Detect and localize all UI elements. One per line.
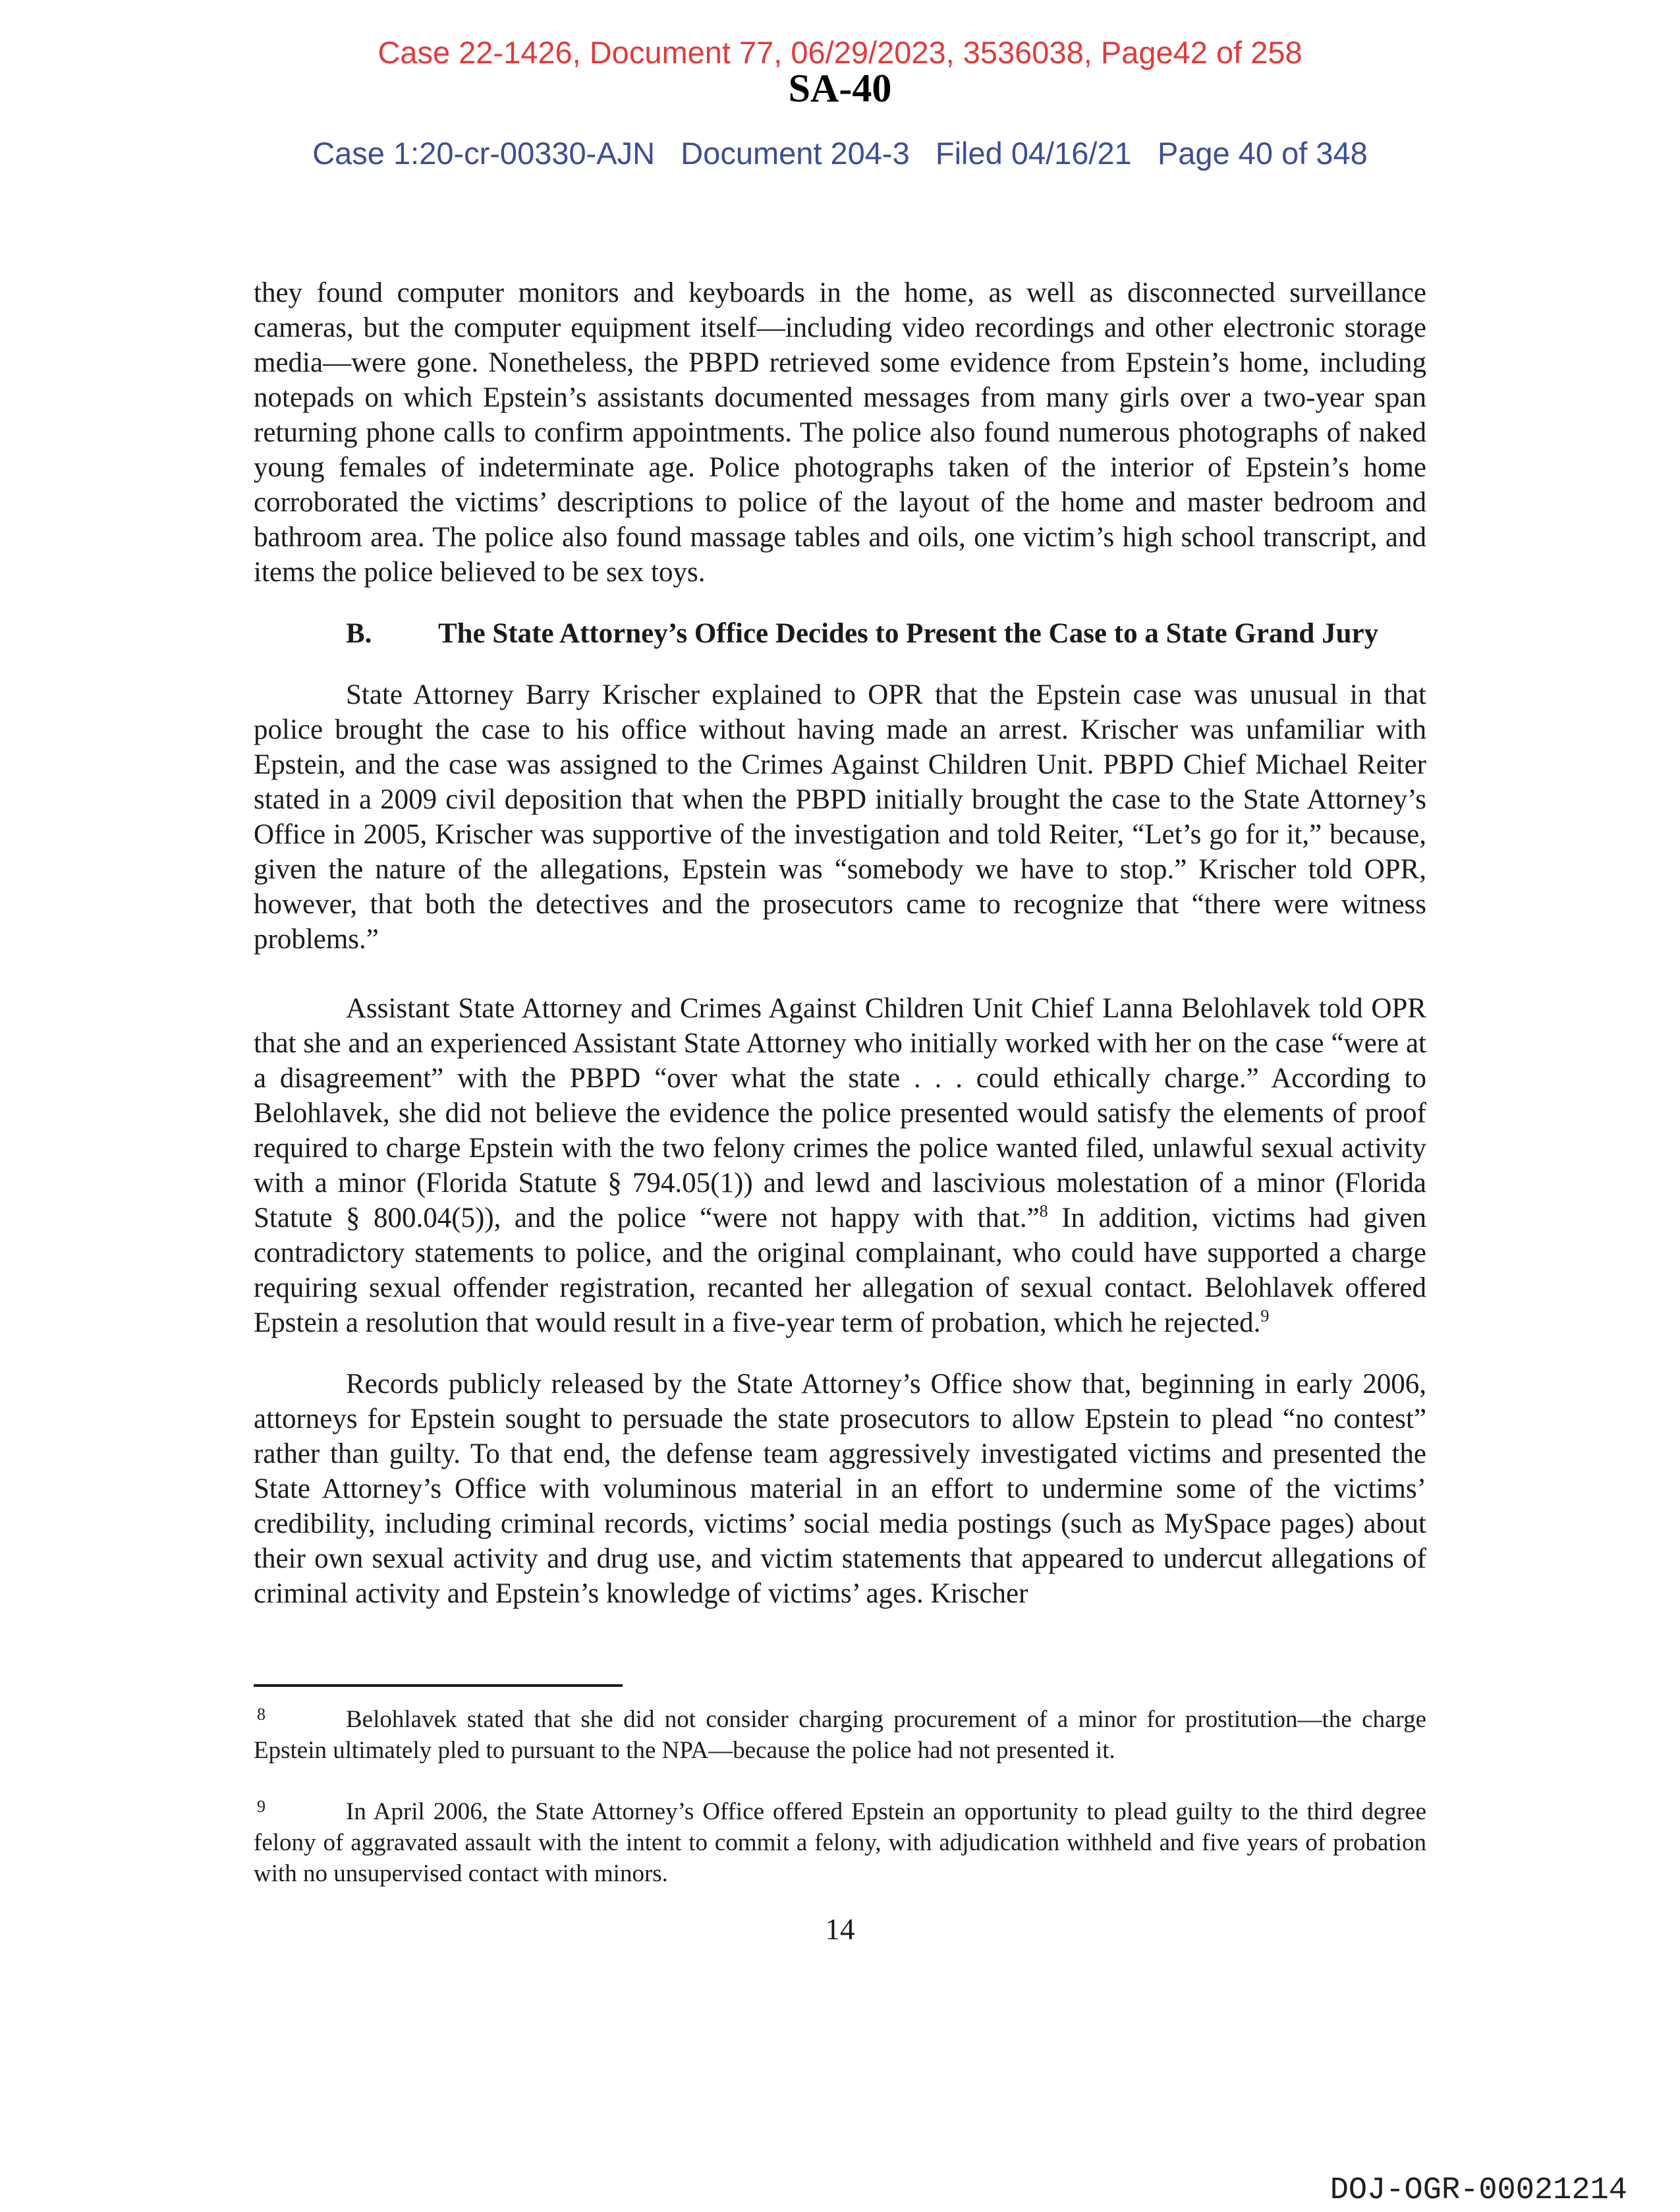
body-paragraph-2: State Attorney Barry Krischer explained to OPR that the Epstein case was unusual in that police brought the case to his office without having made an arrest. Krischer was unfamiliar with Epstein, and the case was assigned to the Crimes Against Children Unit. PBPD Chief Michael Reiter stated in a 2009 civil deposition that when the PBPD initially brought the case to the State Attorney’s Office in 2005, Krischer was supportive of the investigation and told Reiter, “Let’s go for it,” because, given the nature of the allegations, Epstein was “somebody we have to stop.” Krischer told OPR, however, that both the detectives and the prosecutors came to recognize that “there were witness problems.” [254, 679, 1426, 955]
district-case-caption-line: Case 1:20-cr-00330-AJN Document 204-3 Filed 04/16/21 Page 40 of 348 [312, 136, 1368, 171]
footnote-8 [254, 1704, 1426, 1766]
body-paragraph-1: they found computer monitors and keyboards in the home, as well as disconnected surveillance cameras, but the computer equipment itself—including video recordings and other electronic storage media—were gone. Nonetheless, the PBPD retrieved some evidence from Epstein’s home, including notepads on which Epstein’s assistants documented messages from many girls over a two-year span returning phone calls to confirm appointments. The police also found numerous photographs of naked young females of indeterminate age. Police photographs taken of the interior of Epstein’s home corroborated the victims’ descriptions to police of the layout of the home and master bedroom and bathroom area. The police also found massage tables and oils, one victim’s high school transcript, and items the police believed to be sex toys. [254, 277, 1426, 588]
document-body [254, 275, 1426, 1611]
footnote-separator-rule [254, 1684, 623, 1687]
section-heading-number: B. [346, 618, 372, 649]
footnote-9-marker: 9 [257, 1797, 266, 1816]
footnote-9 [254, 1796, 1426, 1889]
section-heading-b [254, 616, 1426, 651]
footnote-8-text: Belohlavek stated that she did not consider charging procurement of a minor for prostitution—the charge Epstein ultimately pled to pursuant to the NPA—because the police had not presented it. [254, 1706, 1426, 1764]
footnotes-section [254, 1684, 1426, 1889]
body-paragraph-3-text-2: In addition, victims had given contradictory statements to police, and the original complainant, who could have supported a charge requiring sexual offender registration, recanted her allegation of sexual contact. Belohlavek offered Epstein a resolution that would result in a five-year term of probation, which he rejected. [254, 1203, 1426, 1338]
footnote-reference-9: 9 [1260, 1306, 1270, 1326]
page-number: 14 [825, 1913, 855, 1946]
footnote-8-marker: 8 [257, 1705, 266, 1724]
body-paragraph-3 [254, 991, 1426, 1340]
footnote-reference-8: 8 [1039, 1201, 1048, 1221]
footnote-9-text: In April 2006, the State Attorney’s Office offered Epstein an opportunity to plead guilty to the third degree felony of aggravated assault with the intent to commit a felony, with adjudication withheld and five years of probation with no unsupervised contact with minors. [254, 1798, 1426, 1887]
body-paragraph-3-text-1: Assistant State Attorney and Crimes Against Children Unit Chief Lanna Belohlavek told OPR that she and an experienced Assistant State Attorney who initially worked with her on the case “were at a disagreement” with the PBPD “over what the state . . . could ethically charge.” According to Belohlavek, she did not believe the evidence the police presented would satisfy the elements of proof required to charge Epstein with the two felony crimes the police wanted filed, unlawful sexual activity with a minor (Florida Statute § 794.05(1)) and lewd and lascivious molestation of a minor (Florida Statute § 800.04(5)), and the police “were not happy with that.” [254, 993, 1426, 1234]
body-paragraph-4: Records publicly released by the State Attorney’s Office show that, beginning in early 2006, attorneys for Epstein sought to persuade the state prosecutors to allow Epstein to plead “no contest” rather than guilty. To that end, the defense team aggressively investigated victims and presented the State Attorney’s Office with voluminous material in an effort to undermine some of the victims’ credibility, including criminal records, victims’ social media postings (such as MySpace pages) about their own sexual activity and drug use, and victim statements that appeared to undercut allegations of criminal activity and Epstein’s knowledge of victims’ ages. Krischer [254, 1369, 1426, 1609]
section-heading-text: The State Attorney’s Office Decides to Present the Case to a State Grand Jury [438, 618, 1379, 649]
appendix-page-label: SA-40 [788, 67, 892, 110]
bates-number: DOJ-OGR-00021214 [1330, 2173, 1627, 2208]
appeal-stamp-line: Case 22-1426, Document 77, 06/29/2023, 3536038, Page42 of 258 [378, 35, 1302, 70]
